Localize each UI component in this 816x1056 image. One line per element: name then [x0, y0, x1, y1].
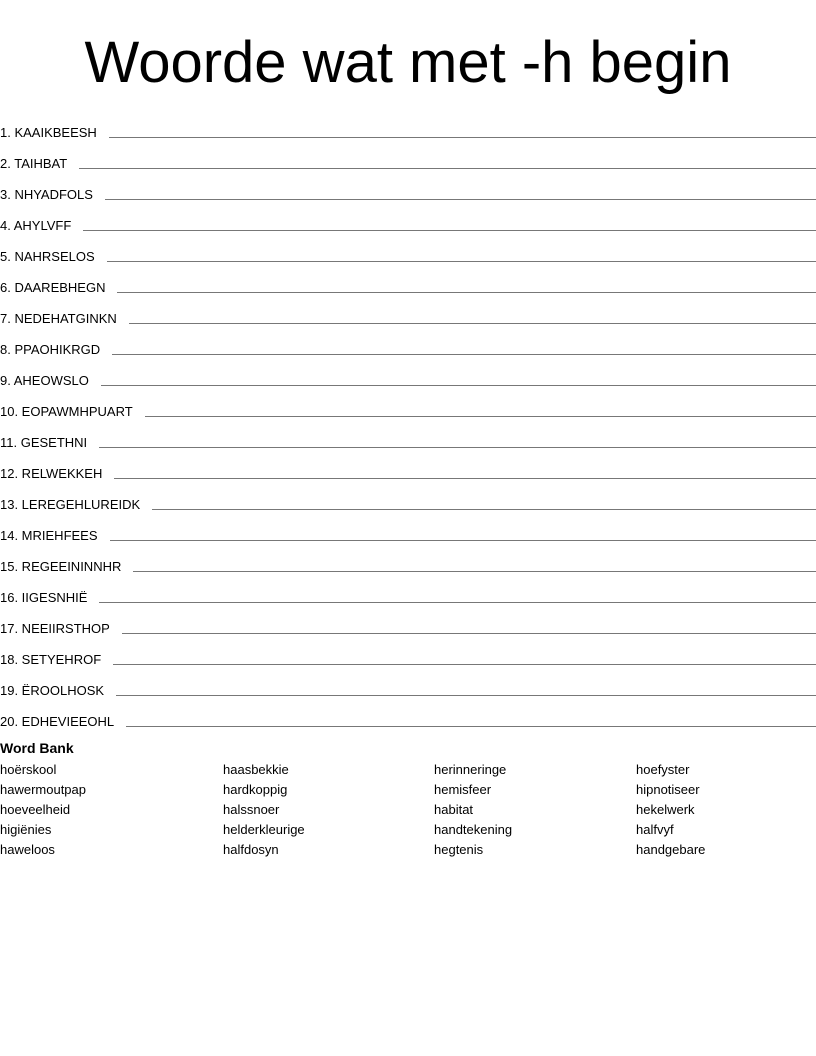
answer-line[interactable] [83, 230, 816, 231]
answer-line[interactable] [112, 354, 816, 355]
puzzle-row [0, 667, 816, 698]
word-bank-item: hegtenis [434, 842, 484, 857]
answer-line[interactable] [116, 695, 816, 696]
word-bank-item: halssnoer [223, 802, 280, 817]
answer-line[interactable] [105, 199, 816, 200]
answer-line[interactable] [107, 261, 816, 262]
word-bank-item: hekelwerk [636, 802, 695, 817]
word-bank-item: handgebare [636, 842, 706, 857]
puzzle-label: 10. EOPAWMHPUART [0, 404, 133, 419]
answer-line[interactable] [79, 168, 816, 169]
puzzle-label: 8. PPAOHIKRGD [0, 342, 101, 357]
puzzle-row [0, 357, 816, 388]
puzzle-row [0, 543, 816, 574]
answer-line[interactable] [122, 633, 816, 634]
puzzle-label: 16. IIGESNHIË [0, 590, 88, 605]
answer-line[interactable] [101, 385, 816, 386]
puzzle-row [0, 512, 816, 543]
answer-line[interactable] [145, 416, 816, 417]
word-bank-item: helderkleurige [223, 822, 305, 837]
puzzle-row [0, 450, 816, 481]
word-bank-item: halfdosyn [223, 842, 279, 857]
answer-line[interactable] [117, 292, 816, 293]
word-bank-item: haasbekkie [223, 762, 289, 777]
answer-line[interactable] [114, 478, 816, 479]
word-bank-item: herinneringe [434, 762, 507, 777]
word-bank-item: habitat [434, 802, 474, 817]
word-bank-item: hoeveelheid [0, 802, 71, 817]
answer-line[interactable] [133, 571, 816, 572]
word-bank-item: hawermoutpap [0, 782, 86, 797]
word-bank-column [223, 760, 305, 860]
puzzle-label: 14. MRIEHFEES [0, 528, 98, 543]
page-title: Woorde wat met -h begin [84, 30, 732, 95]
puzzle-label: 1. KAAIKBEESH [0, 125, 97, 140]
puzzle-label: 18. SETYEHROF [0, 652, 102, 667]
answer-line[interactable] [129, 323, 816, 324]
answer-line[interactable] [110, 540, 816, 541]
puzzle-row [0, 419, 816, 450]
puzzle-row [0, 481, 816, 512]
puzzle-label: 2. TAIHBAT [0, 156, 68, 171]
puzzle-row [0, 171, 816, 202]
puzzle-row [0, 326, 816, 357]
word-bank-item: haweloos [0, 842, 55, 857]
puzzle-label: 7. NEDEHATGINKN [0, 311, 117, 326]
puzzle-row [0, 295, 816, 326]
word-bank-item: handtekening [434, 822, 513, 837]
puzzle-row [0, 264, 816, 295]
puzzle-label: 6. DAAREBHEGN [0, 280, 106, 295]
puzzle-label: 4. AHYLVFF [0, 218, 72, 233]
puzzle-row [0, 605, 816, 636]
puzzle-row [0, 636, 816, 667]
word-bank-item: hemisfeer [434, 782, 492, 797]
puzzle-label: 15. REGEEININNHR [0, 559, 122, 574]
puzzle-row [0, 140, 816, 171]
word-bank-title: Word Bank [0, 740, 74, 756]
word-bank-item: halfvyf [636, 822, 674, 837]
answer-line[interactable] [99, 447, 816, 448]
puzzle-label: 17. NEEIIRSTHOP [0, 621, 110, 636]
puzzle-row [0, 202, 816, 233]
answer-line[interactable] [113, 664, 816, 665]
answer-line[interactable] [126, 726, 816, 727]
puzzle-label: 5. NAHRSELOS [0, 249, 95, 264]
puzzle-label: 9. AHEOWSLO [0, 373, 89, 388]
puzzle-label: 19. ËROOLHOSK [0, 683, 105, 698]
puzzle-row [0, 388, 816, 419]
answer-line[interactable] [99, 602, 816, 603]
word-bank-item: higiënies [0, 822, 52, 837]
puzzle-label: 11. GESETHNI [0, 435, 88, 450]
word-bank-item: hoefyster [636, 762, 690, 777]
word-bank-column [434, 760, 512, 860]
puzzle-label: 13. LEREGEHLUREIDK [0, 497, 141, 512]
puzzle-list [0, 109, 816, 729]
word-bank-column [636, 760, 705, 860]
word-bank-item: hoërskool [0, 762, 57, 777]
word-bank-column [0, 760, 86, 860]
puzzle-row [0, 574, 816, 605]
puzzle-label: 20. EDHEVIEEOHL [0, 714, 115, 729]
puzzle-label: 12. RELWEKKEH [0, 466, 103, 481]
answer-line[interactable] [109, 137, 816, 138]
puzzle-label: 3. NHYADFOLS [0, 187, 93, 202]
puzzle-row [0, 233, 816, 264]
answer-line[interactable] [152, 509, 816, 510]
puzzle-row [0, 109, 816, 140]
puzzle-row [0, 698, 816, 729]
word-bank-item: hardkoppig [223, 782, 288, 797]
word-bank-item: hipnotiseer [636, 782, 700, 797]
